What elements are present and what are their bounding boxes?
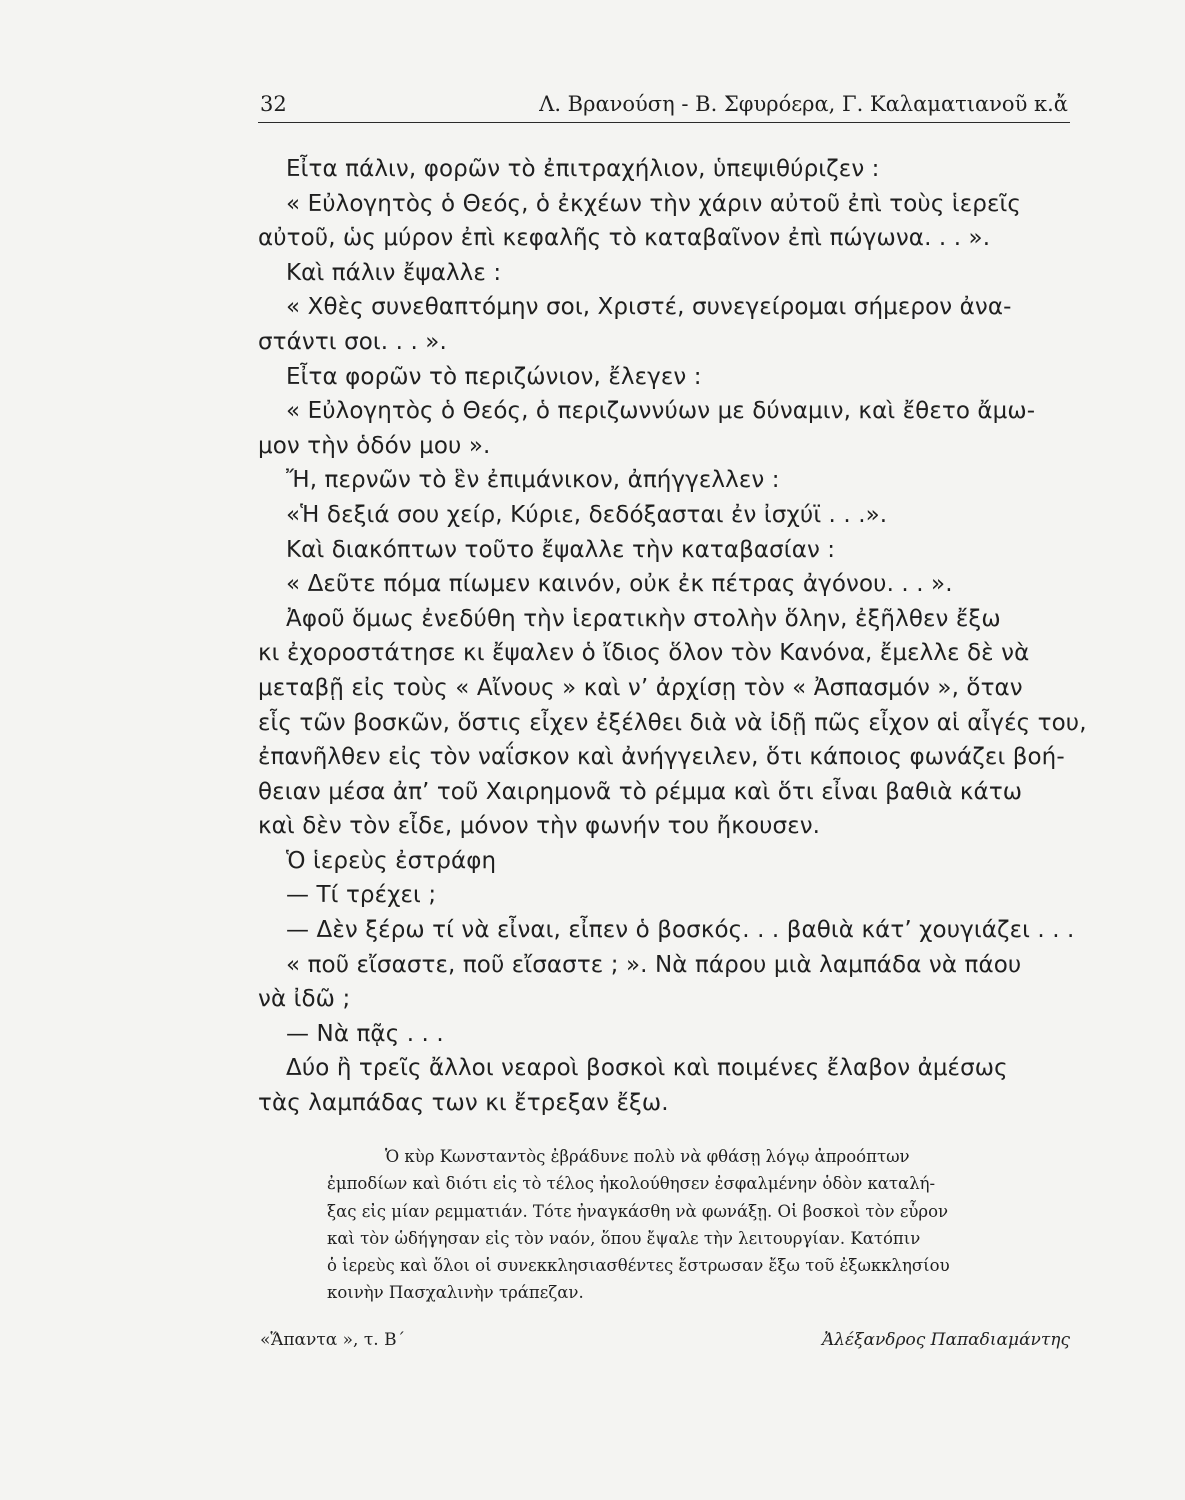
text-line: — Δὲν ξέρω τί νὰ εἶναι, εἶπεν ὁ βοσκός. . . βαθιὰ κάτ’ χουγιάζει . . . <box>286 917 1075 944</box>
text-line: « Χθὲς συνεθαπτόμην σοι, Χριστέ, συνεγείρομαι σήμερον ἀνα- <box>286 294 1012 321</box>
text-line: θειαν μέσα ἀπ’ τοῦ Χαιρημονᾶ τὸ ρέμμα καὶ ὅτι εἶναι βαθιὰ κάτω <box>258 778 1023 805</box>
main-text <box>258 152 1087 1121</box>
source-reference: «Ἅπαντα », τ. Β΄ <box>260 1330 406 1350</box>
text-line: στάντι σοι. . . ». <box>258 328 447 355</box>
footnote-line: ξας εἰς μίαν ρεμματιάν. Τότε ἠναγκάσθη νὰ φωνάξῃ. Οἱ βοσκοὶ τὸν εὗρον <box>327 1201 949 1221</box>
page-number: 32 <box>260 92 287 116</box>
text-line: « Εὐλογητὸς ὁ Θεός, ὁ ἐκχέων τὴν χάριν αὐτοῦ ἐπὶ τοὺς ἱερεῖς <box>286 190 1021 217</box>
text-line: « Εὐλογητὸς ὁ Θεός, ὁ περιζωννύων με δύναμιν, καὶ ἔθετο ἄμω- <box>286 398 1036 425</box>
citation-row <box>258 1328 1070 1358</box>
footnote-line: ἐμποδίων καὶ διότι εἰς τὸ τέλος ἠκολούθησεν ἐσφαλμένην ὁδὸν καταλή- <box>327 1174 936 1194</box>
author-name: Ἀλέξανδρος Παπαδιαμάντης <box>821 1330 1070 1350</box>
text-line: Καὶ πάλιν ἔψαλλε : <box>286 259 502 286</box>
text-line: Εἶτα πάλιν, φορῶν τὸ ἐπιτραχήλιον, ὑπεψιθύριζεν : <box>286 156 880 182</box>
footnote-line: Ὁ κὺρ Κωνσταντὸς ἐβράδυνε πολὺ νὰ φθάσῃ λόγῳ ἀπροόπτων <box>385 1147 910 1166</box>
text-line: — Τί τρέχει ; <box>286 882 437 909</box>
text-line: αὐτοῦ, ὡς μύρον ἐπὶ κεφαλῆς τὸ καταβαῖνον ἐπὶ πώγωνα. . . ». <box>258 225 991 252</box>
text-line: κι ἐχοροστάτησε κι ἔψαλεν ὁ ἴδιος ὅλον τὸν Κανόνα, ἔμελλε δὲ νὰ <box>258 640 1030 667</box>
text-line: « ποῦ εἴσαστε, ποῦ εἴσαστε ; ». Νὰ πάρου μιὰ λαμπάδα νὰ πάου <box>286 951 1022 978</box>
text-line: εἷς τῶν βοσκῶν, ὅστις εἶχεν ἐξέλθει διὰ νὰ ἰδῇ πῶς εἶχον αἱ αἶγές του, <box>258 709 1087 736</box>
text-line: « Δεῦτε πόμα πίωμεν καινόν, οὐκ ἐκ πέτρας ἀγόνου. . . ». <box>286 571 953 598</box>
text-line: νὰ ἰδῶ ; <box>258 986 351 1013</box>
text-line: Ἀφοῦ ὅμως ἐνεδύθη τὴν ἱερατικὴν στολὴν ὅλην, ἐξῆλθεν ἔξω <box>286 605 1001 632</box>
text-line: «Ἡ δεξιά σου χείρ, Κύριε, δεδόξασται ἐν ἰσχύϊ . . .». <box>286 501 888 528</box>
page-header <box>258 88 1070 120</box>
text-line: μον τὴν ὁδόν μου ». <box>258 432 491 459</box>
text-line: καὶ δὲν τὸν εἶδε, μόνον τὴν φωνήν του ἤκουσεν. <box>258 813 821 840</box>
header-rule <box>258 122 1070 123</box>
text-line: ἐπανῆλθεν εἰς τὸν ναΐσκον καὶ ἀνήγγειλεν, ὅτι κάποιος φωνάζει βοή- <box>258 744 1065 771</box>
footnote-line: καὶ τὸν ὡδήγησαν εἰς τὸν ναόν, ὅπου ἔψαλε τὴν λειτουργίαν. Κατόπιν <box>327 1228 921 1248</box>
running-title: Λ. Βρανούση - Β. Σφυρόερα, Γ. Καλαματιανοῦ κ.ἄ <box>539 92 1068 116</box>
text-line: μεταβῇ εἰς τοὺς « Αἴνους » καὶ ν’ ἀρχίσῃ τὸν « Ἀσπασμόν », ὅταν <box>258 674 1023 701</box>
text-line: τὰς λαμπάδας των κι ἔτρεξαν ἔξω. <box>258 1090 669 1117</box>
text-line: Εἶτα φορῶν τὸ περιζώνιον, ἔλεγεν : <box>286 363 702 390</box>
text-line: — Νὰ πᾷς . . . <box>286 1020 444 1047</box>
footnote <box>327 1143 1071 1307</box>
footnote-line: κοινὴν Πασχαλινὴν τράπεζαν. <box>327 1283 584 1303</box>
text-line: Ὁ ἱερεὺς ἐστράφη <box>286 847 497 874</box>
text-line: Καὶ διακόπτων τοῦτο ἔψαλλε τὴν καταβασίαν : <box>286 536 836 563</box>
text-line: Ἤ, περνῶν τὸ ἓν ἐπιμάνικον, ἀπήγγελλεν : <box>286 467 780 494</box>
text-line: Δύο ἢ τρεῖς ἄλλοι νεαροὶ βοσκοὶ καὶ ποιμένες ἔλαβον ἀμέσως <box>286 1055 1008 1082</box>
footnote-line: ὁ ἱερεὺς καὶ ὅλοι οἱ συνεκκλησιασθέντες ἔστρωσαν ἔξω τοῦ ἐξωκκλησίου <box>327 1256 950 1276</box>
